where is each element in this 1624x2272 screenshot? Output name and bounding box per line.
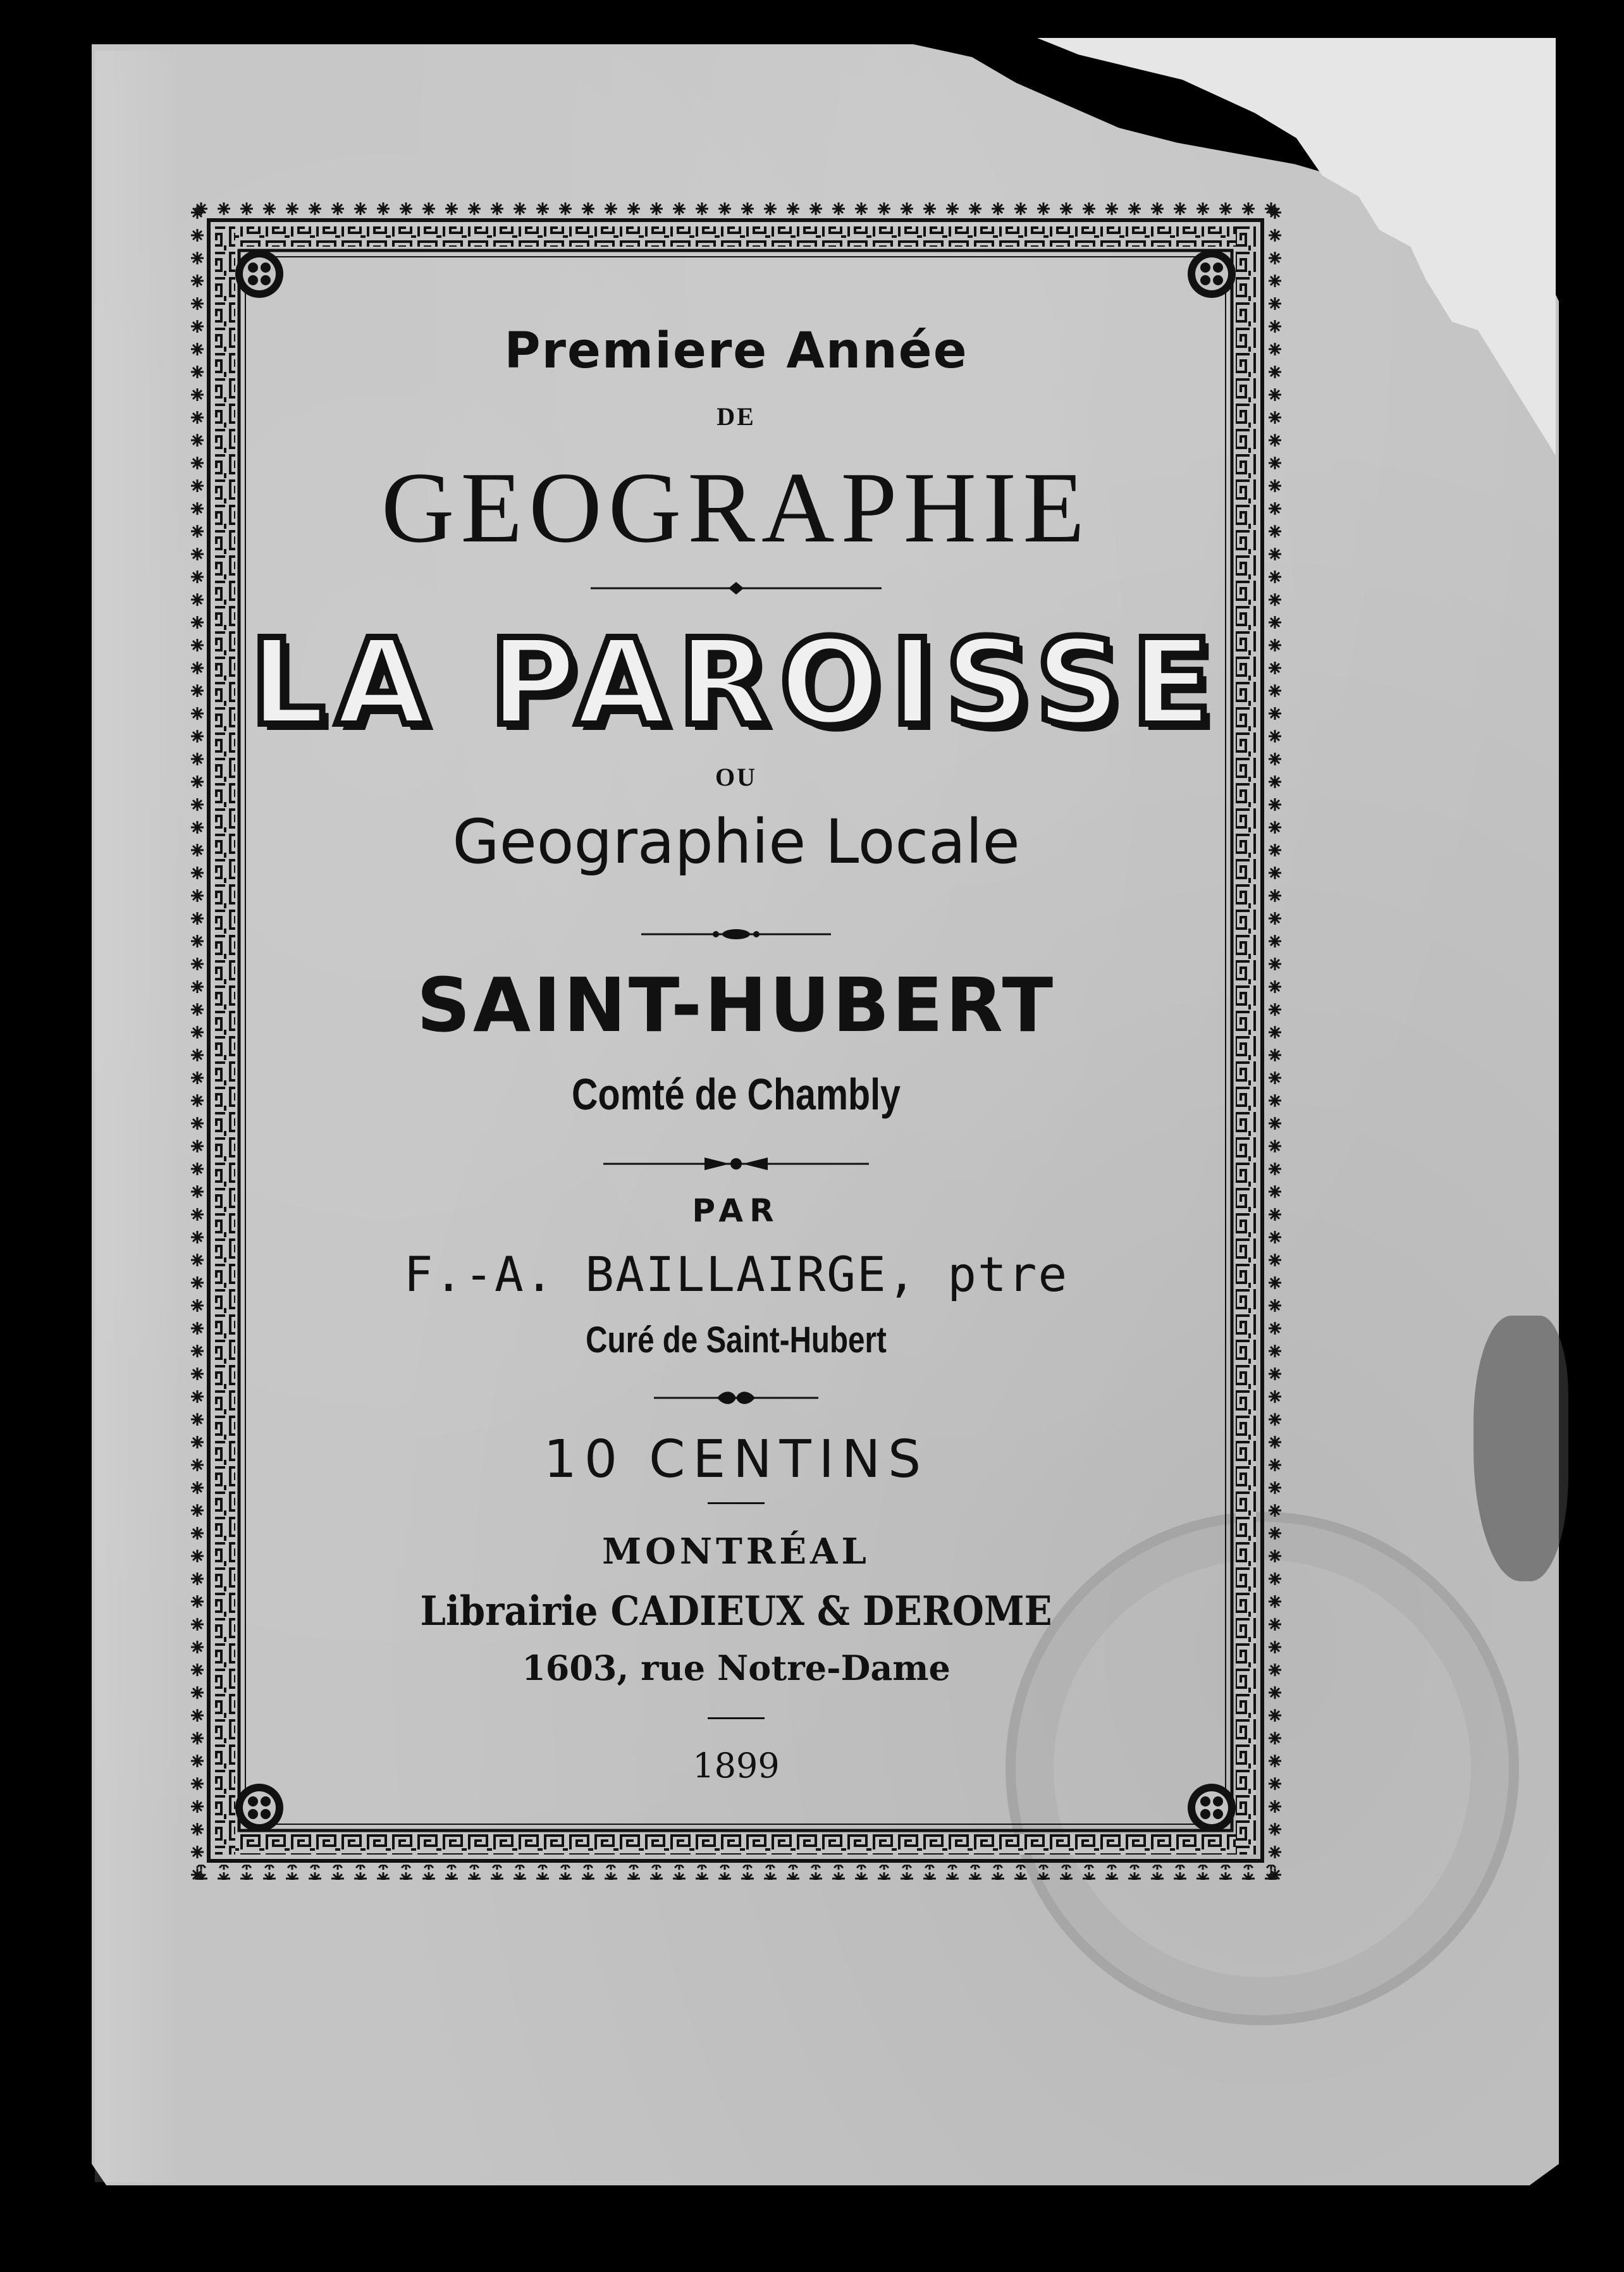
author-name: F.-A. BAILLAIRGE (403, 1246, 887, 1302)
divider-ornament-icon (641, 927, 831, 942)
divider-rule (708, 1502, 765, 1504)
subtitle-geographie-locale: Geographie Locale (452, 806, 1020, 877)
county-name: Comté de Chambly (572, 1070, 901, 1119)
parish-name: SAINT-HUBERT (416, 961, 1056, 1049)
page-spine-edge (95, 51, 177, 2182)
divider-rule (708, 1717, 765, 1719)
word-de: DE (717, 402, 756, 431)
divider-ornament-icon (591, 579, 882, 598)
cover-text (215, 228, 1257, 1853)
divider-ornament-icon (603, 1154, 869, 1173)
paper-stain (1473, 1316, 1568, 1581)
price: 10 CENTINS (543, 1429, 929, 1490)
author-title: Curé de Saint-Hubert (586, 1319, 887, 1361)
divider-ornament-icon (654, 1388, 818, 1407)
publisher: Librairie CADIEUX & DEROME (420, 1588, 1052, 1635)
publication-year: 1899 (692, 1746, 780, 1786)
author-line (215, 1246, 1257, 1302)
title-la-paroisse: LA PAROISSE (249, 614, 1223, 752)
subtitle-premiere: Premiere Année (504, 323, 968, 380)
word-par: PAR (692, 1192, 780, 1229)
city: MONTRÉAL (602, 1531, 870, 1572)
word-ou: OU (715, 763, 757, 791)
publisher-address: 1603, rue Notre-Dame (522, 1648, 950, 1688)
title-geographie: GEOGRAPHIE (381, 451, 1092, 564)
author-suffix: , ptre (887, 1246, 1069, 1302)
